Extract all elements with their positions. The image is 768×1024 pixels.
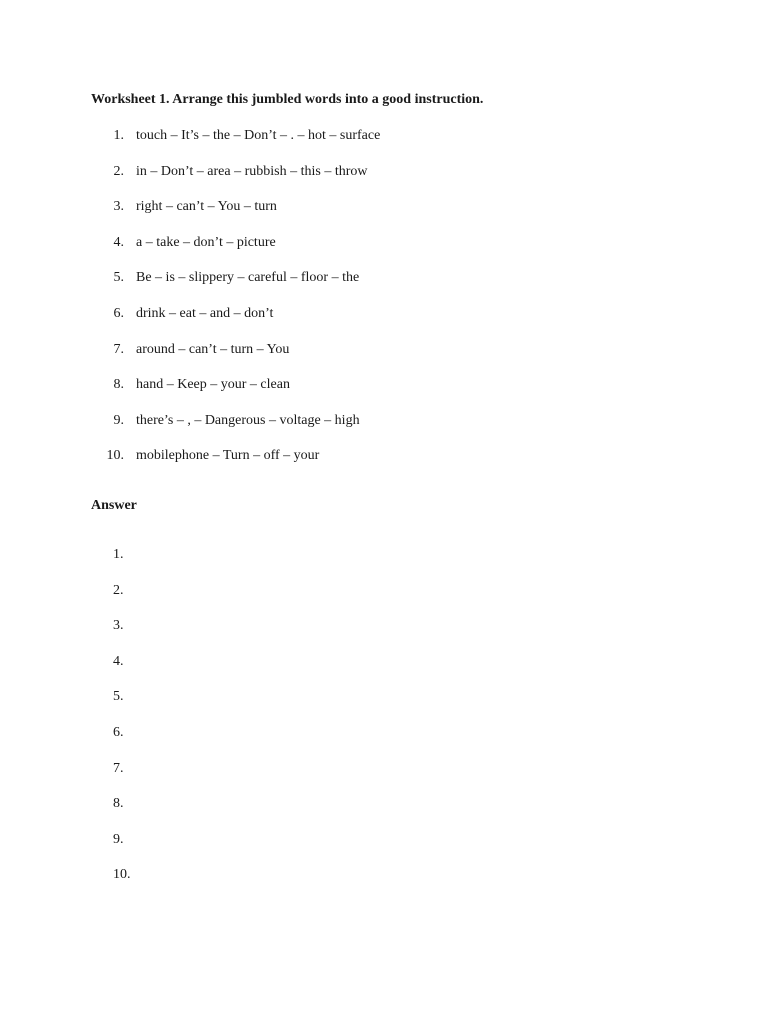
question-item (0, 235, 768, 271)
answer-item (0, 867, 768, 903)
question-list (0, 128, 768, 484)
answer-number: 4. (113, 653, 124, 669)
question-text: in – Don’t – area – rubbish – this – throw (136, 163, 368, 179)
question-number: 2. (113, 163, 124, 179)
answer-number: 8. (113, 796, 124, 812)
answer-number: 6. (113, 724, 124, 740)
answer-item (0, 796, 768, 832)
question-number: 9. (113, 412, 124, 428)
answer-item (0, 583, 768, 619)
answer-item (0, 547, 768, 583)
question-text: drink – eat – and – don’t (136, 305, 274, 321)
question-number: 6. (113, 305, 124, 321)
answer-item (0, 761, 768, 797)
question-text: right – can’t – You – turn (136, 199, 277, 215)
question-text: hand – Keep – your – clean (136, 377, 290, 393)
question-item (0, 413, 768, 449)
question-number: 4. (113, 234, 124, 250)
answer-item (0, 618, 768, 654)
answer-number: 7. (113, 760, 124, 776)
question-item (0, 128, 768, 164)
question-text: around – can’t – turn – You (136, 341, 290, 357)
answer-number: 3. (113, 618, 124, 634)
question-text: a – take – don’t – picture (136, 234, 276, 250)
answer-item (0, 689, 768, 725)
question-number: 3. (113, 199, 124, 215)
question-item (0, 306, 768, 342)
answer-item (0, 654, 768, 690)
question-text: Be – is – slippery – careful – floor – the (136, 270, 360, 286)
question-number: 1. (113, 128, 124, 143)
question-item (0, 342, 768, 378)
answer-number: 2. (113, 582, 124, 598)
question-item (0, 164, 768, 200)
worksheet-title: Worksheet 1. Arrange this jumbled words into a good instruction. (91, 92, 484, 107)
answer-number: 1. (113, 547, 124, 562)
question-text: there’s – , – Dangerous – voltage – high (136, 412, 360, 428)
question-number: 5. (113, 270, 124, 286)
answer-item (0, 725, 768, 761)
question-number: 10. (106, 448, 124, 464)
question-item (0, 377, 768, 413)
answer-number: 9. (113, 831, 124, 847)
question-item (0, 199, 768, 235)
answer-item (0, 832, 768, 868)
answer-heading: Answer (91, 498, 137, 513)
answer-list (0, 547, 768, 903)
question-item (0, 270, 768, 306)
answer-number: 10. (113, 867, 131, 883)
question-item (0, 448, 768, 484)
question-number: 8. (113, 377, 124, 393)
question-text: touch – It’s – the – Don’t – . – hot – surface (136, 128, 381, 143)
answer-number: 5. (113, 689, 124, 705)
question-number: 7. (113, 341, 124, 357)
question-text: mobilephone – Turn – off – your (136, 448, 320, 464)
